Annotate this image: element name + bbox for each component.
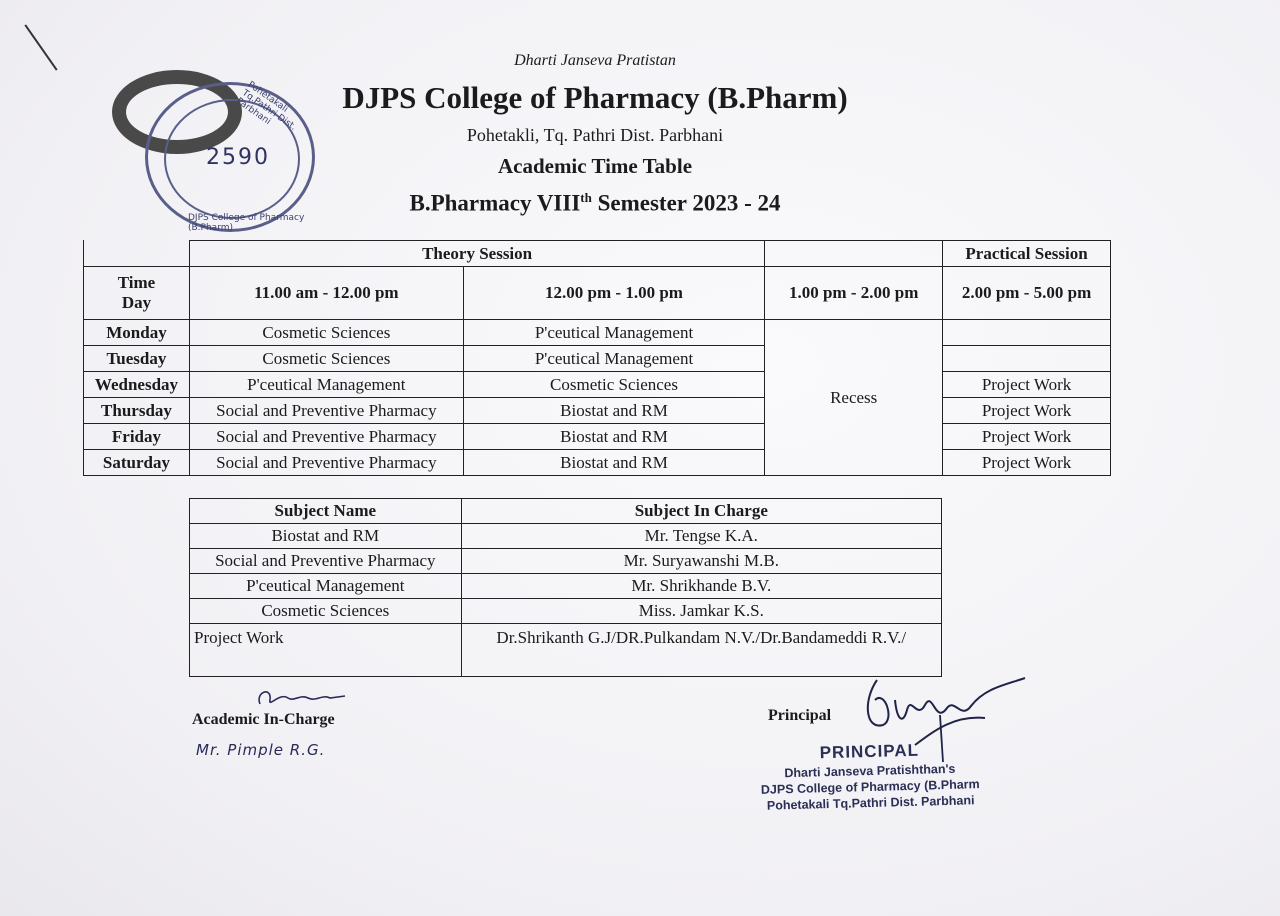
semester-title: B.Pharmacy VIIIth Semester 2023 - 24 [409, 190, 781, 216]
table-row: Wednesday P'ceutical Management Cosmetic Sciences Project Work [84, 372, 1111, 398]
principal-label: Principal [768, 707, 832, 724]
table-row: Biostat and RM Mr. Tengse K.A. [190, 524, 942, 549]
slot-2: 12.00 pm - 1.00 pm [463, 267, 764, 320]
academic-incharge-name: Mr. Pimple R.G. [196, 741, 326, 759]
principal-stamp: PRINCIPAL Dharti Janseva Pratishthan's DJPS College of Pharmacy (B.Pharm Pohetakali Tq.Pathri Dist. Parbhani [760, 740, 980, 813]
seal-text-top: Pohetakali Tq.Pathri Dist. Parbhani [234, 79, 298, 133]
timetable-title: Academic Time Table [497, 154, 693, 178]
academic-signature [250, 682, 360, 712]
seal-number: 2590 [206, 145, 270, 170]
seal-text-bottom: DJPS College of Pharmacy (B.Pharm) [188, 213, 305, 233]
table-row: Project Work Dr.Shrikanth G.J/DR.Pulkandam N.V./Dr.Bandameddi R.V./ [190, 624, 942, 677]
practical-session-header: Practical Session [943, 241, 1111, 267]
trust-name: Dharti Janseva Pratistan [514, 52, 676, 69]
time-day-label: Time Day [84, 267, 190, 320]
table-row: Cosmetic Sciences Miss. Jamkar K.S. [190, 599, 942, 624]
college-seal [145, 79, 315, 233]
timetable [83, 240, 1111, 476]
table-row: P'ceutical Management Mr. Shrikhande B.V. [190, 574, 942, 599]
theory-session-header: Theory Session [189, 241, 764, 267]
table-row: Social and Preventive Pharmacy Mr. Suryawanshi M.B. [190, 549, 942, 574]
col-subject-incharge: Subject In Charge [461, 499, 941, 524]
slot-4: 2.00 pm - 5.00 pm [943, 267, 1111, 320]
college-name: DJPS College of Pharmacy (B.Pharm) [342, 80, 848, 115]
slot-1: 11.00 am - 12.00 pm [189, 267, 463, 320]
academic-incharge-label: Academic In-Charge [192, 711, 335, 728]
table-row: Monday Cosmetic Sciences P'ceutical Management Recess [84, 320, 1111, 346]
table-row: Thursday Social and Preventive Pharmacy Biostat and RM Project Work [84, 398, 1111, 424]
recess-cell: Recess [765, 320, 943, 476]
table-row: Saturday Social and Preventive Pharmacy Biostat and RM Project Work [84, 450, 1111, 476]
table-row: Tuesday Cosmetic Sciences P'ceutical Management [84, 346, 1111, 372]
subject-incharge-table [189, 498, 942, 677]
college-address: Pohetakli, Tq. Pathri Dist. Parbhani [466, 125, 724, 145]
slot-3: 1.00 pm - 2.00 pm [765, 267, 943, 320]
paper-crease [24, 24, 57, 70]
col-subject-name: Subject Name [190, 499, 462, 524]
table-row: Friday Social and Preventive Pharmacy Biostat and RM Project Work [84, 424, 1111, 450]
